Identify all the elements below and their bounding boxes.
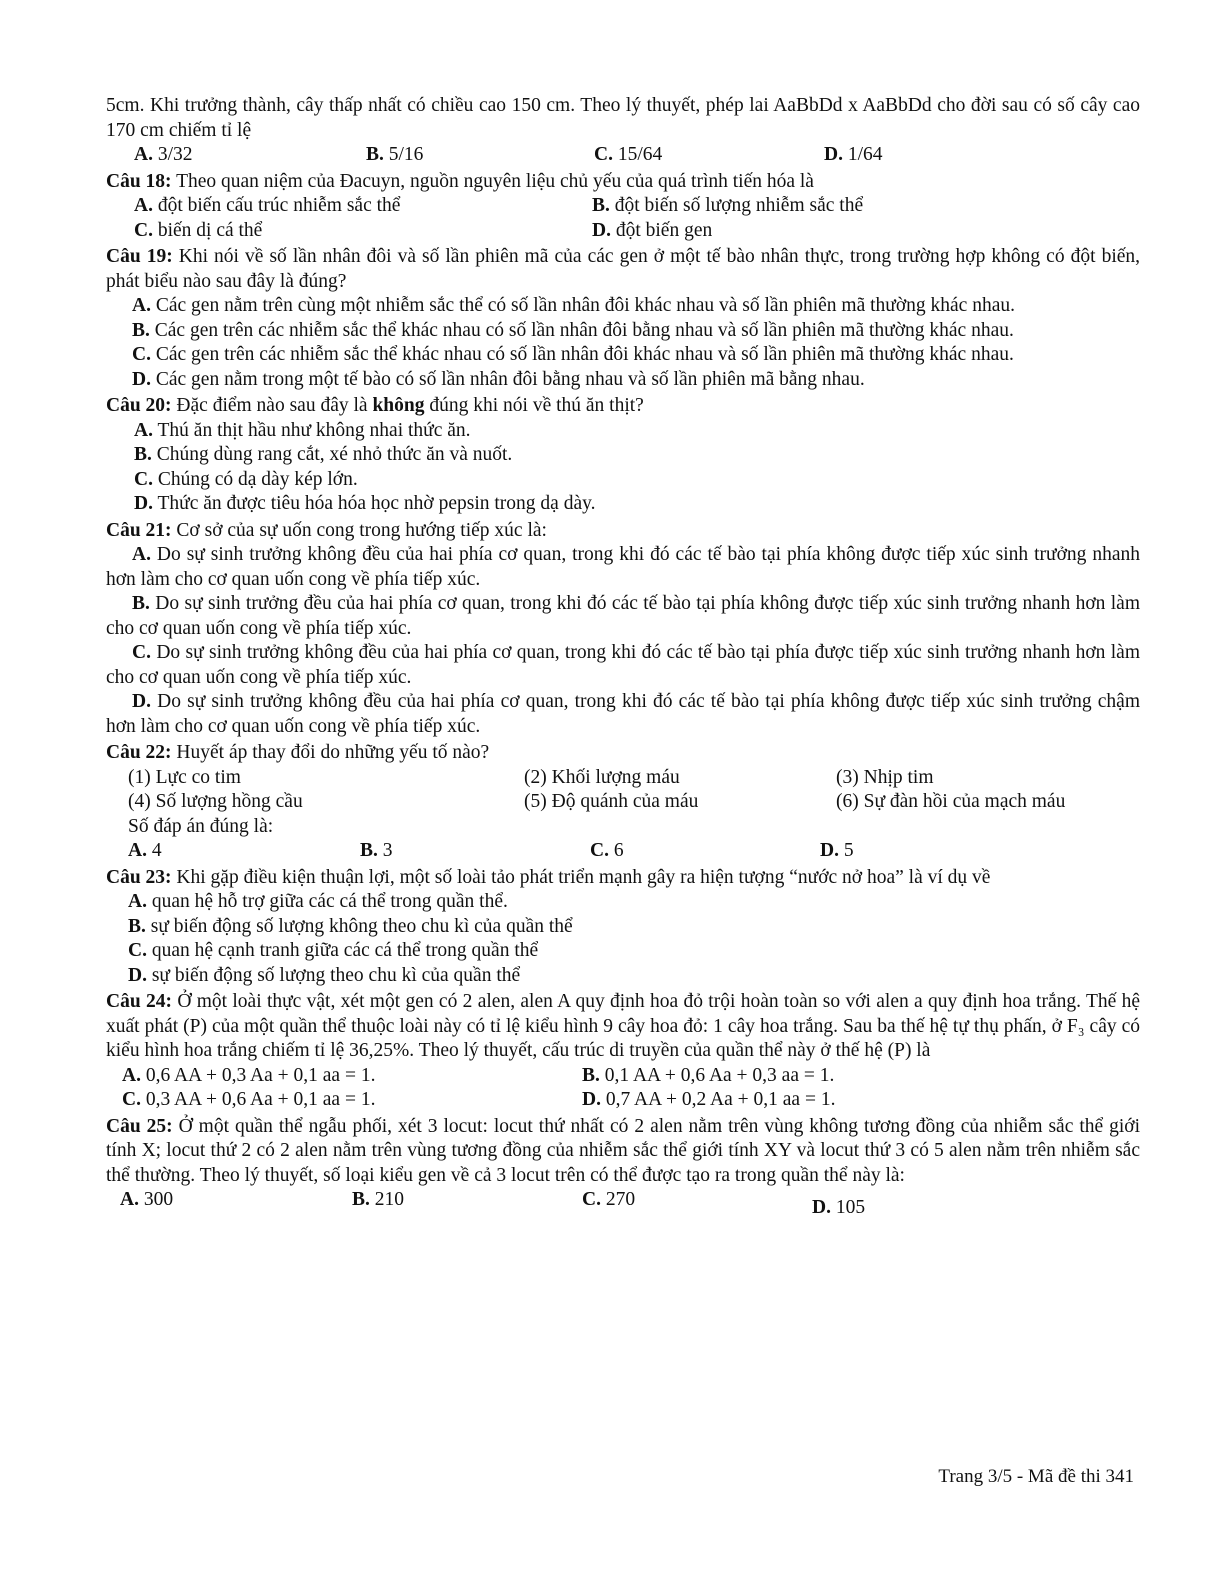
question-25 (106, 1115, 1140, 1221)
question-text: Câu 18: Theo quan niệm của Đacuyn, nguồn nguyên liệu chủ yếu của quá trình tiến hóa là (106, 170, 814, 192)
question-text: Câu 22: Huyết áp thay đổi do những yếu tố nào? (106, 742, 490, 763)
option-c: C. quan hệ cạnh tranh giữa các cá thể trong quần thể (128, 940, 539, 961)
question-17-continuation (106, 94, 1140, 168)
answer-options-row-2 (106, 219, 1140, 244)
factor-list (106, 766, 1140, 815)
answer-options-row-1 (106, 194, 1140, 219)
factor-item: (4) Số lượng hồng cầu (128, 791, 303, 812)
option-b: B. Chúng dùng rang cắt, xé nhỏ thức ăn và nuốt. (134, 444, 513, 465)
question-text: Câu 21: Cơ sở của sự uốn cong trong hướng tiếp xúc là: (106, 519, 547, 541)
option-b: B. 0,1 AA + 0,6 Aa + 0,3 aa = 1. (582, 1064, 835, 1086)
factor-item: (3) Nhịp tim (836, 766, 934, 788)
option-c: C. 0,3 AA + 0,6 Aa + 0,1 aa = 1. (122, 1089, 376, 1110)
option-d: D. 1/64 (824, 144, 883, 165)
factor-item: (2) Khối lượng máu (524, 766, 680, 788)
option-a: A. Do sự sinh trưởng không đều của hai phía cơ quan, trong khi đó các tế bào tại phía không được tiếp xúc sinh trưởng nhanh hơn làm cho cơ quan uốn cong về phía tiếp xúc. (106, 544, 1141, 590)
option-b: B. sự biến động số lượng không theo chu kì của quần thể (128, 915, 573, 937)
question-label: Câu 18: (106, 170, 172, 192)
question-23 (106, 866, 1140, 989)
question-18 (106, 170, 1140, 244)
option-b: B. 210 (352, 1189, 405, 1210)
question-label: Câu 21: (106, 519, 172, 541)
answer-options-row-1 (106, 1064, 1140, 1089)
question-label: Câu 24: (106, 991, 172, 1012)
option-d: D. 0,7 AA + 0,2 Aa + 0,1 aa = 1. (582, 1089, 836, 1110)
factor-item: (1) Lực co tim (128, 766, 241, 788)
question-label: Câu 20: (106, 395, 172, 416)
question-text: Câu 24: Ở một loài thực vật, xét một gen có 2 alen, alen A quy định hoa đỏ trội hoàn toàn so với alen a quy định hoa trắng. Thế hệ xuất phát (P) của một quần thể thuộc loài này có tỉ lệ kiểu hình 9 cây hoa đỏ: 1 cây hoa trắng. Sau ba thế hệ tự thụ phấn, ở F₃ cây có kiểu hình hoa trắng chiếm tỉ lệ 36,25%. Theo lý thuyết, cấu trúc di truyền của quần thể này ở thế hệ (P) là (106, 991, 1141, 1061)
question-label: Câu 25: (106, 1115, 173, 1137)
question-22 (106, 741, 1140, 864)
option-b: B. 3 (360, 840, 393, 861)
option-c: C. 270 (582, 1189, 636, 1210)
answer-options (106, 143, 1140, 168)
option-b: B. đột biến số lượng nhiễm sắc thể (592, 195, 864, 216)
option-d: D. 105 (812, 1197, 866, 1218)
option-c: C. Chúng có dạ dày kép lớn. (134, 468, 358, 490)
option-b: B. 5/16 (366, 144, 424, 165)
option-b: B. Các gen trên các nhiễm sắc thể khác nhau có số lần nhân đôi bằng nhau và số lần phiên mã thường khác nhau. (132, 319, 1014, 341)
option-a: A. Thú ăn thịt hầu như không nhai thức ăn. (134, 419, 471, 441)
option-a: A. 4 (128, 840, 162, 861)
option-d: D. 5 (820, 840, 854, 861)
page-footer: Trang 3/5 - Mã đề thi 341 (938, 1466, 1134, 1487)
question-text: Câu 20: Đặc điểm nào sau đây là không đúng khi nói về thú ăn thịt? (106, 395, 644, 416)
question-20 (106, 394, 1140, 517)
option-d: D. Thức ăn được tiêu hóa hóa học nhờ pepsin trong dạ dày. (134, 493, 596, 514)
option-c: C. 6 (590, 840, 624, 861)
factor-item: (6) Sự đàn hồi của mạch máu (836, 791, 1066, 812)
question-19 (106, 245, 1140, 392)
option-a: A. đột biến cấu trúc nhiễm sắc thể (134, 195, 401, 216)
factor-item: (5) Độ quánh của máu (524, 791, 699, 812)
question-21 (106, 519, 1140, 740)
question-label: Câu 19: (106, 246, 173, 267)
question-text: Câu 25: Ở một quần thể ngẫu phối, xét 3 locut: locut thứ nhất có 2 alen nằm trên vùng không tương đồng của nhiễm sắc thể giới tính X; locut thứ 2 có 2 alen nằm trên vùng tương đồng của nhiễm sắc thể giới tính XY và locut thứ 3 có 5 alen nằm trên nhiễm sắc thể thường. Theo lý thuyết, số loại kiểu gen về cả 3 locut trên có thể được tạo ra trong quần thể này là: (106, 1115, 1141, 1186)
option-b: B. Do sự sinh trưởng đều của hai phía cơ quan, trong khi đó các tế bào tại phía không được tiếp xúc sinh trưởng nhanh hơn làm cho cơ quan uốn cong về phía tiếp xúc. (106, 593, 1141, 639)
answer-options (106, 1188, 1140, 1221)
answer-prompt: Số đáp án đúng là: (128, 815, 274, 837)
question-label: Câu 22: (106, 742, 172, 763)
option-d: D. Do sự sinh trưởng không đều của hai phía cơ quan, trong khi đó các tế bào tại phía không được tiếp xúc sinh trưởng chậm hơn làm cho cơ quan uốn cong về phía tiếp xúc. (106, 691, 1140, 737)
option-a: A. Các gen nằm trên cùng một nhiễm sắc thể có số lần nhân đôi khác nhau và số lần phiên mã thường khác nhau. (132, 295, 1015, 316)
question-text: 5cm. Khi trưởng thành, cây thấp nhất có chiều cao 150 cm. Theo lý thuyết, phép lai AaBbDd x AaBbDd cho đời sau có số cây cao 170 cm chiếm tỉ lệ (106, 95, 1140, 141)
option-a: A. quan hệ hỗ trợ giữa các cá thể trong quần thể. (128, 891, 508, 912)
option-a: A. 0,6 AA + 0,3 Aa + 0,1 aa = 1. (122, 1064, 376, 1086)
answer-options-row-2 (106, 1088, 1140, 1113)
page-content (106, 94, 1140, 1221)
option-a: A. 300 (120, 1189, 174, 1210)
option-d: D. sự biến động số lượng theo chu kì của quần thể (128, 964, 521, 986)
question-text: Câu 19: Khi nói về số lần nhân đôi và số lần phiên mã của các gen ở một tế bào nhân thực, trong trường hợp không có đột biến, phát biểu nào sau đây là đúng? (106, 246, 1141, 292)
option-c: C. Do sự sinh trưởng không đều của hai phía cơ quan, trong khi đó các tế bào tại phía được tiếp xúc sinh trưởng nhanh hơn làm cho cơ quan uốn cong về phía tiếp xúc. (106, 642, 1141, 688)
option-d: D. đột biến gen (592, 219, 713, 241)
question-label: Câu 23: (106, 866, 172, 888)
option-c: C. Các gen trên các nhiễm sắc thể khác nhau có số lần nhân đôi khác nhau và số lần phiên mã thường khác nhau. (132, 344, 1014, 365)
answer-options (106, 839, 1140, 864)
option-a: A. 3/32 (134, 144, 193, 165)
option-c: C. biến dị cá thể (134, 219, 263, 241)
question-24 (106, 990, 1140, 1113)
option-c: C. 15/64 (594, 144, 663, 165)
option-d: D. Các gen nằm trong một tế bào có số lần nhân đôi bằng nhau và số lần phiên mã bằng nhau. (132, 368, 865, 390)
question-text: Câu 23: Khi gặp điều kiện thuận lợi, một số loài tảo phát triển mạnh gây ra hiện tượng “nước nở hoa” là ví dụ về (106, 866, 991, 888)
